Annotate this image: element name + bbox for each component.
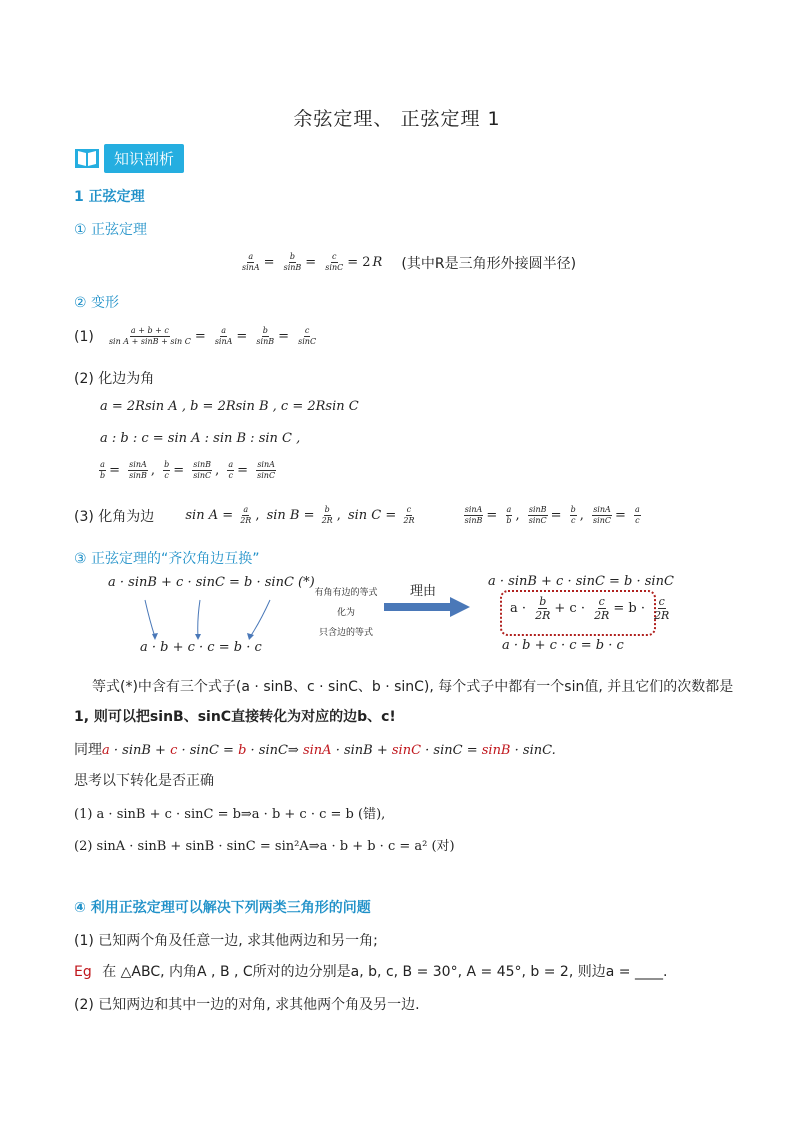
explanation-line-1: 等式(*)中含有三个式子(a · sinB、c · sinC、b · sinC), 每个式子中都有一个sin值, 并且它们的次数都是 (92, 679, 734, 695)
think-prompt: 思考以下转化是否正确 (74, 773, 214, 789)
page-title: 余弦定理、 正弦定理 1 (293, 108, 501, 130)
law-note: (其中R是三角形外接圆半径) (401, 255, 577, 272)
section-heading: 1 正弦定理 (74, 189, 145, 205)
transform-item-3: (3) 化角为边 sin A = $\frac{a}{2R}$ , sin B = $\frac{b}{2R}$ , sin C = $\frac{c}{2R}$ $\frac{\sin A}{\sin B}$ = $\frac{a}{b}$ , $\frac{\sin B}{\sin C}$ = $\frac{b}{c}$ , $\frac{\sin A}{\sin C}$ = $\frac{a}{c}$ (74, 505, 640, 525)
diagram-right-result: a · b + c · c = b · c (502, 638, 624, 653)
section-badge (74, 143, 184, 173)
diagram-left-result: a · b + c · c = b · c (140, 640, 262, 655)
check-item-1: (1) a · sinB + c · sinC = b⇒a · b + c · c = b (错), (74, 807, 386, 822)
eg-label: Eg (74, 964, 92, 980)
diagram-note-3: 只含边的等式 (318, 628, 373, 638)
diagram-reason: 理由 (410, 584, 437, 599)
item2-line1: a = 2Rsin A , b = 2Rsin B , c = 2Rsin C (100, 399, 359, 414)
ratio-fractions: $\frac{a}{b}$ = $\frac{\sin A}{\sin B}$ , $\frac{b}{c}$ = $\frac{\sin B}{\sin C}$ , $\frac{a}{c}$ = $\frac{\sin A}{\sin C}$ (100, 460, 276, 480)
sine-law-formula: $\frac{a}{\sin A}$ = $\frac{b}{\sin B}$ = $\frac{c}{\sin C}$ = 2 R (其中R是三角形外接圆半径) (242, 252, 577, 272)
badge-label: 知识剖析 (104, 144, 184, 173)
item1-label: (1) (74, 328, 94, 345)
case-1: (1) 已知两个角及任意一边, 求其他两边和另一角; (74, 933, 378, 949)
arrow-right-icon (384, 597, 470, 617)
diagram-right-equation: a · sinB + c · sinC = b · sinC (488, 574, 674, 589)
subheading-homogeneous: ③ 正弦定理的“齐次角边互换” (74, 551, 260, 567)
diagram-down-arrows (100, 592, 300, 647)
subheading-applications: ④ 利用正弦定理可以解决下列两类三角形的问题 (74, 900, 371, 916)
book-icon (74, 145, 100, 171)
diagram-boxed-equation: a · $\frac{b}{2R}$ + c · $\frac{c}{2R}$ = b · $\frac{c}{2R}$ (510, 595, 670, 622)
example-line (74, 961, 667, 981)
subheading-transform: ② 变形 (74, 295, 120, 311)
transform-item-1: (1) $\frac{a + b + c}{\text{sin A + sinB + sin C}}$ = $\frac{a}{\sin A}$ = $\frac{b}{\sin B}$ = $\frac{c}{\sin C}$ (74, 326, 317, 346)
subheading-sine-law: ① 正弦定理 (74, 222, 148, 238)
diagram-left-equation: a · sinB + c · sinC = b · sinC (*) (108, 575, 315, 590)
item2-label: (2) 化边为角 (74, 371, 155, 387)
diagram-note-1: 有角有边的等式 (314, 588, 378, 598)
case-2: (2) 已知两边和其中一边的对角, 求其他两个角及另一边. (74, 997, 420, 1013)
item2-line2: a : b : c = sin A : sin B : sin C , (100, 431, 301, 446)
check-item-2: (2) sinA · sinB + sinB · sinC = sin²A⇒a · b + b · c = a² (对) (74, 839, 455, 854)
diagram-note-2: 化为 (336, 608, 355, 618)
eg-text: 在 △ABC, 内角A , B , C所对的边分别是a, b, c, B = 30°, A = 45°, b = 2, 则边a = ____. (102, 964, 668, 980)
item3-label: (3) 化角为边 (74, 508, 155, 525)
same-prefix: 同理 (74, 742, 102, 758)
explanation-line-2: 1, 则可以把sinB、sinC直接转化为对应的边b、c! (74, 709, 396, 725)
same-reason-line: 同理a · sinB + c · sinC = b · sinC⇒ sinA · sinB + sinC · sinC = sinB · sinC. (74, 742, 556, 758)
